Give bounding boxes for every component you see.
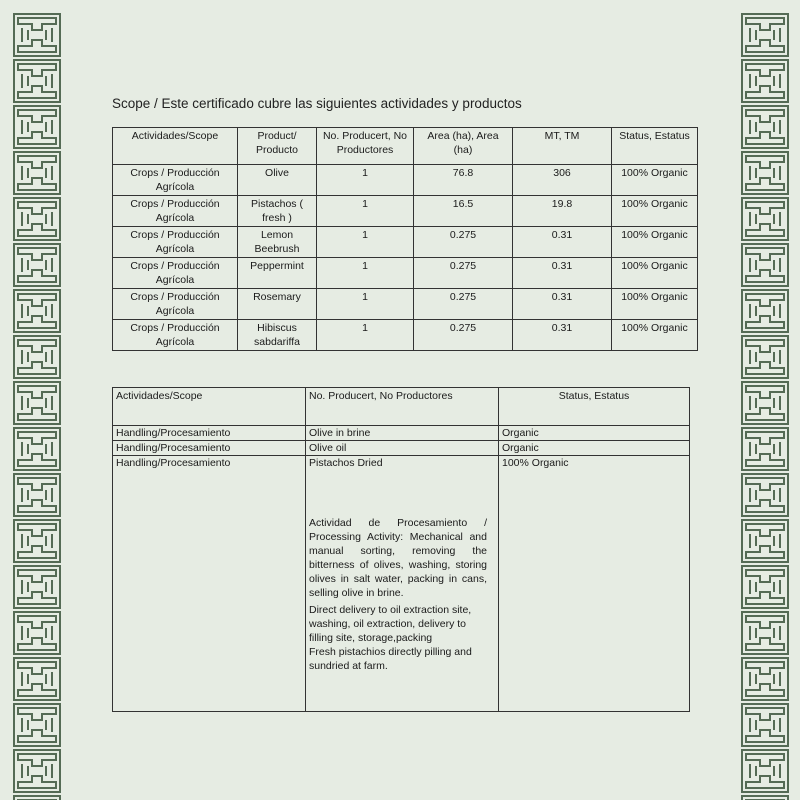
column-header: Actividades/Scope xyxy=(113,388,306,426)
table-cell: Crops / Producción Agrícola xyxy=(113,227,238,258)
table-cell: 76.8 xyxy=(414,165,513,196)
table-row xyxy=(113,227,698,258)
column-header: Status, Estatus xyxy=(612,128,698,165)
table-cell: 0.275 xyxy=(414,320,513,351)
table-cell: 0.31 xyxy=(513,227,612,258)
table-row xyxy=(113,165,698,196)
table-cell: 100% Organic xyxy=(612,227,698,258)
table-cell: Organic xyxy=(499,426,690,441)
table-row xyxy=(113,456,690,712)
handling-table xyxy=(112,387,690,712)
processing-paragraph: Actividad de Procesamiento / Processing Activity: Mechanical and manual sorting, removing the bitterness of olives, washing, storing olives in salt water, packing in cans, selling olive in brine. xyxy=(309,517,487,599)
table-cell: Crops / Producción Agrícola xyxy=(113,196,238,227)
table-cell: Pistachos ( fresh ) xyxy=(238,196,317,227)
table-cell: Olive xyxy=(238,165,317,196)
table-cell: 100% Organic xyxy=(612,320,698,351)
table-cell xyxy=(306,456,499,712)
table-cell: 0.275 xyxy=(414,289,513,320)
processing-paragraph: Direct delivery to oil extraction site, washing, oil extraction, delivery to filling site, storage,packing xyxy=(309,604,472,644)
table-cell: Handling/Procesamiento xyxy=(113,426,306,441)
table-row xyxy=(113,196,698,227)
table-row xyxy=(113,289,698,320)
table-cell: 0.31 xyxy=(513,320,612,351)
table-header-row xyxy=(113,388,690,426)
table-cell: 100% Organic xyxy=(612,258,698,289)
table-cell: Peppermint xyxy=(238,258,317,289)
column-header: No. Producert, No Productores xyxy=(317,128,414,165)
column-header: Actividades/Scope xyxy=(113,128,238,165)
table-cell: Olive oil xyxy=(306,441,499,456)
table-cell: 16.5 xyxy=(414,196,513,227)
column-header: Area (ha), Area (ha) xyxy=(414,128,513,165)
table-cell: 0.275 xyxy=(414,258,513,289)
decorative-border-left xyxy=(12,12,62,800)
table-cell: 100% Organic xyxy=(612,196,698,227)
table-cell: Lemon Beebrush xyxy=(238,227,317,258)
crops-table xyxy=(112,127,698,351)
product-name: Pistachos Dried xyxy=(309,457,383,469)
table-cell: 306 xyxy=(513,165,612,196)
table-cell: 1 xyxy=(317,320,414,351)
table-row xyxy=(113,258,698,289)
table-cell: 19.8 xyxy=(513,196,612,227)
table-cell: 1 xyxy=(317,165,414,196)
table-cell: 0.31 xyxy=(513,258,612,289)
column-header: No. Producert, No Productores xyxy=(306,388,499,426)
table-cell: Olive in brine xyxy=(306,426,499,441)
table-cell: 100% Organic xyxy=(499,456,690,712)
scope-title: Scope / Este certificado cubre las siguientes actividades y productos xyxy=(112,96,522,111)
decorative-border-right xyxy=(740,12,790,800)
table-cell: 0.275 xyxy=(414,227,513,258)
table-cell: 0.31 xyxy=(513,289,612,320)
table-row xyxy=(113,426,690,441)
table-cell: Crops / Producción Agrícola xyxy=(113,165,238,196)
table-cell: Crops / Producción Agrícola xyxy=(113,320,238,351)
greek-key-pattern-icon xyxy=(740,12,790,800)
table-header-row xyxy=(113,128,698,165)
table-row xyxy=(113,320,698,351)
table-cell: Hibiscus sabdariffa xyxy=(238,320,317,351)
table-cell: Handling/Procesamiento xyxy=(113,441,306,456)
processing-paragraph: Fresh pistachios directly pilling and sundried at farm. xyxy=(309,646,472,672)
table-cell: 1 xyxy=(317,196,414,227)
table-cell: Handling/Procesamiento xyxy=(113,456,306,712)
table-cell: Crops / Producción Agrícola xyxy=(113,258,238,289)
table-cell: 1 xyxy=(317,258,414,289)
table-cell: Rosemary xyxy=(238,289,317,320)
table-row xyxy=(113,441,690,456)
table-cell: 1 xyxy=(317,289,414,320)
column-header: MT, TM xyxy=(513,128,612,165)
column-header: Status, Estatus xyxy=(499,388,690,426)
greek-key-pattern-icon xyxy=(12,12,62,800)
processing-description xyxy=(309,516,487,673)
table-cell: 100% Organic xyxy=(612,165,698,196)
table-cell: Organic xyxy=(499,441,690,456)
table-cell: 100% Organic xyxy=(612,289,698,320)
table-cell: Crops / Producción Agrícola xyxy=(113,289,238,320)
table-cell: 1 xyxy=(317,227,414,258)
column-header: Product/ Producto xyxy=(238,128,317,165)
